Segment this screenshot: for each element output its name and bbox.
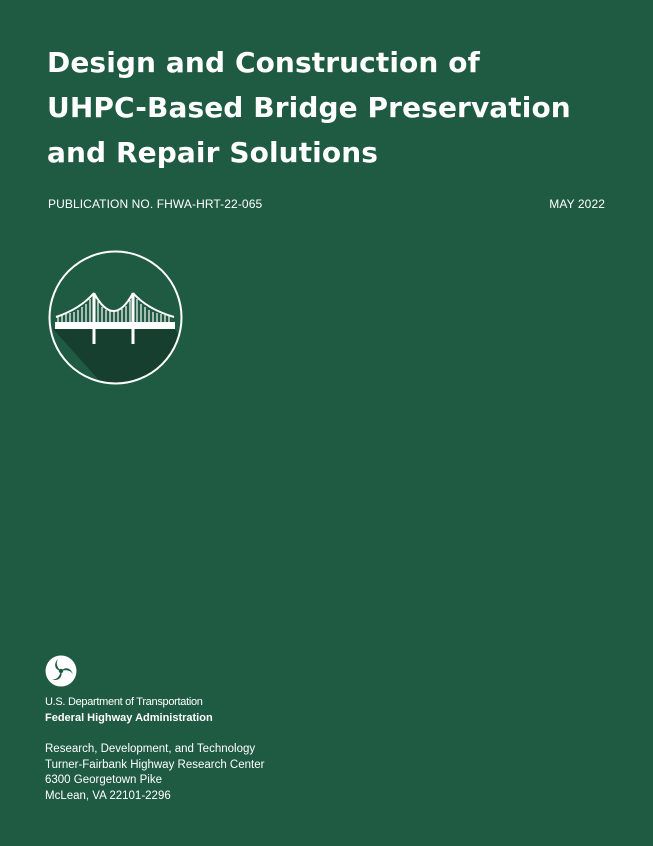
usdot-triskelion-icon	[45, 655, 77, 687]
address-line-4: McLean, VA 22101-2296	[45, 789, 171, 802]
publication-date: MAY 2022	[549, 197, 605, 211]
title-line-3: and Repair Solutions	[47, 136, 379, 169]
address-line-3: 6300 Georgetown Pike	[45, 774, 162, 786]
suspension-bridge-icon	[47, 249, 184, 386]
agency-name: Federal Highway Administration	[45, 712, 213, 724]
publication-number: PUBLICATION NO. FHWA-HRT-22-065	[48, 197, 263, 211]
department-name: U.S. Department of Transportation	[45, 696, 203, 708]
address-line-1: Research, Development, and Technology	[45, 743, 256, 755]
report-title	[47, 40, 607, 175]
title-line-1: Design and Construction of	[47, 46, 480, 79]
title-line-2: UHPC-Based Bridge Preservation	[47, 91, 571, 124]
address-block	[45, 742, 264, 804]
address-line-2: Turner-Fairbank Highway Research Center	[45, 758, 265, 771]
